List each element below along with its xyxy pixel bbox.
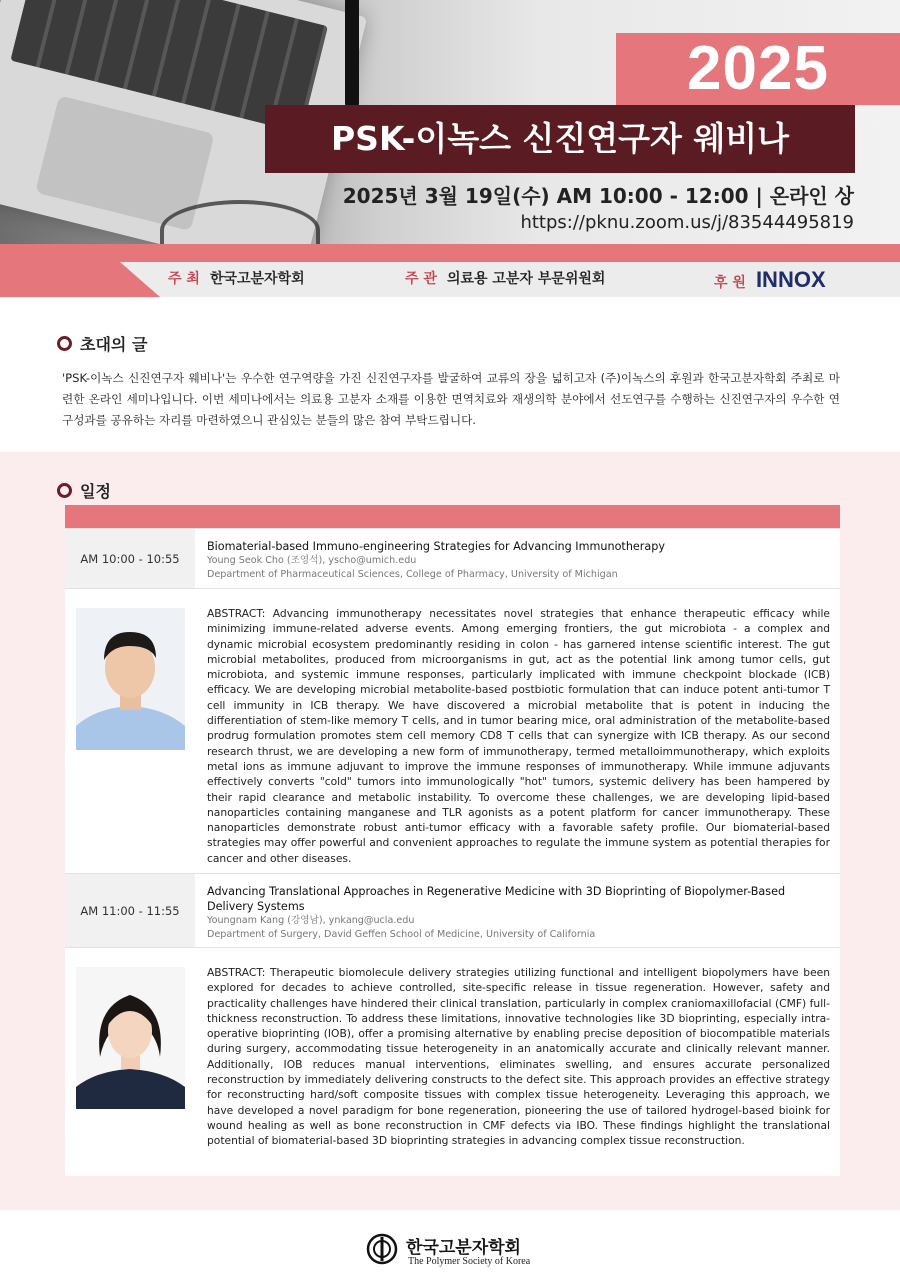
invitation-heading — [57, 332, 147, 355]
host-label: 주 최 — [168, 271, 200, 287]
talk-row — [65, 528, 840, 589]
invitation-body: 'PSK-이녹스 신진연구자 웨비나'는 우수한 연구역량을 가진 신진연구자를 발굴하여 교류의 장을 넓히고자 (주)이녹스의 후원과 한국고분자학회 주최로 마련한 온라인 세미나입니다. 이번 세미나에서는 의료용 고분자 소재를 이용한 면역치료와 재생의학 분야에서 선도연구를 수행하는 신진연구자의 우수한 연구성과를 공유하는 자리를 마련하였으니 관심있는 분들의 많은 참여 부탁드립니다. — [62, 371, 840, 427]
zoom-link[interactable]: https://pknu.zoom.us/j/83544495819 — [520, 212, 854, 233]
talk-title: Biomaterial-based Immuno-engineering Strategies for Advancing Immunotherapy — [207, 540, 665, 553]
pink-strip — [0, 244, 900, 264]
abstract-row — [65, 590, 840, 872]
host-info — [168, 262, 305, 297]
event-title: PSK-이녹스 신진연구자 웨비나 — [331, 119, 789, 158]
pen-graphic — [345, 0, 359, 110]
circle-bullet-icon — [57, 483, 72, 498]
organizer-label: 주 관 — [405, 271, 437, 287]
organizer-name: 의료용 고분자 부문위원회 — [446, 271, 606, 287]
talk-time: AM 10:00 - 10:55 — [65, 529, 195, 588]
talk-abstract: ABSTRACT: Advancing immunotherapy necessitates novel strategies that enhance therapeutic efficacy while minimizing immune-related adverse events. Among emerging frontiers, the gut microbiota - a complex and dynamic microbial ecosystem predominantly residing in colon - has garnered intense scientific interest. The gut microbial metabolites, produced from microorganisms in gut, act as the potential link among tumor cells, gut microbiota, and systemic immune responses, particularly implicated with immune checkpoint blockade (ICB) efficacy. We are developing microbial metabolite-based postbiotic formulation that can induce potent anti-tumor T cell immunity in ICB therapy. We have discovered a microbial metabolite that is potent in inducing the differentiation of stem-like memory T cells, and in tumor bearing mice, oral administration of the metabolite-based prodrug formulation promotes stem cell memory CD8 T cells that can synergize with ICB therapy. As our second research thrust, we are developing a new form of immunotherapy, termed metalloimmunotherapy, which exploits metal ions as immune adjuvant to improve the immune responses of immunotherapy. While immune adjuvants effectively converts "cold" tumors into immunologically "hot" tumors, systemic delivery has been hampered by their rapid clearance and metabolic instability. To overcome these challenges, we are developing lipid-based nanoparticles containing manganese and TLR agonists as a potent platform for cancer immunotherapy. These nanoparticles demonstrate robust anti-tumor efficacy with a favorable safety profile. Our biomaterial-based strategies may offer powerful and convenient approaches to regulate the immune system as potential therapies for cancer and other diseases. — [207, 607, 830, 865]
schedule-heading — [57, 479, 111, 502]
speaker-photo — [76, 967, 185, 1109]
speaker-contact: Youngnam Kang (강영남), ynkang@ucla.edu — [207, 915, 415, 926]
circle-bullet-icon — [57, 336, 72, 351]
event-datetime: 2025년 3월 19일(수) AM 10:00 - 12:00 | 온라인 상 — [342, 184, 854, 208]
schedule-heading-text: 일정 — [80, 482, 111, 501]
talk-info — [207, 884, 830, 942]
society-name-en: The Polymer Society of Korea — [408, 1256, 531, 1267]
sponsor-info — [714, 262, 826, 297]
society-name-ko: 한국고분자학회 — [406, 1238, 521, 1258]
speaker-contact: Young Seok Cho (조영석), yscho@umich.edu — [207, 555, 417, 566]
speaker-portrait-icon — [76, 608, 185, 750]
sponsor-logo: INNOX — [755, 267, 826, 292]
talk-time: AM 11:00 - 11:55 — [65, 874, 195, 947]
organizer-info — [405, 262, 605, 297]
speaker-portrait-icon — [76, 967, 185, 1109]
schedule-header-bar — [65, 505, 840, 528]
talk-abstract: ABSTRACT: Therapeutic biomolecule delivery strategies utilizing functional and intelligent biopolymers have been explored for decades to achieve controlled, site-specific release in tissue regeneration. However, safety and practicality challenges have hindered their clinical translation, particularly in complex craniomaxillofacial (CMF) full-thickness reconstruction. To address these limitations, innovative technologies like 3D bioprinting, especially intra-operative bioprinting (IOB), offer a promising alternative by enabling precise deposition of biocompatible materials during surgery, accommodating tissue heterogeneity in an anatomically accurate and clinically relevant manner. Additionally, IOB reduces manual interventions, eliminates swelling, and ensures accurate personalized reconstruction by immediately delivering constructs to the defect site. This approach provides an effective strategy for reconstructing hard/soft composite tissues with complex tissue heterogeneity. Leveraging this approach, we have developed a novel paradigm for bone regeneration, pioneering the use of tailored hydrogel-based bioink for wound healing as well as bone reconstruction in CMF defects via IBO. These findings highlight the translational potential of biomaterial-based 3D bioprinting strategies in advancing complex tissue reconstruction. — [207, 966, 830, 1148]
speaker-affiliation: Department of Surgery, David Geffen School of Medicine, University of California — [207, 929, 596, 940]
speaker-photo — [76, 608, 185, 750]
talk-row — [65, 873, 840, 948]
event-year: 2025 — [687, 34, 829, 103]
society-logo-icon — [366, 1233, 398, 1265]
talk-info — [207, 539, 830, 582]
talk-title: Advancing Translational Approaches in Regenerative Medicine with 3D Bioprinting of Biopolymer-Based Delivery Systems — [207, 885, 786, 913]
sponsor-label: 후 원 — [714, 275, 746, 291]
speaker-affiliation: Department of Pharmaceutical Sciences, College of Pharmacy, University of Michigan — [207, 569, 618, 580]
abstract-row — [65, 949, 840, 1176]
invitation-heading-text: 초대의 글 — [80, 335, 148, 354]
host-name: 한국고분자학회 — [209, 271, 305, 287]
